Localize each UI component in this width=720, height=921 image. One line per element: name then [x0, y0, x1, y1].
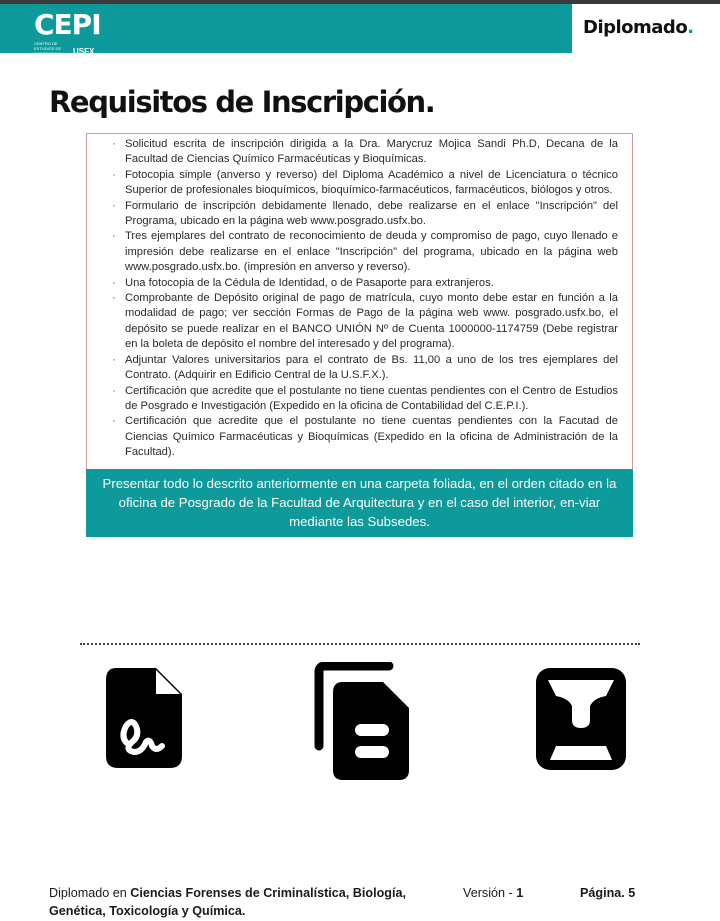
dotted-divider: [80, 643, 640, 645]
requirement-item: · Fotocopia simple (anverso y reverso) del Diploma Académico a nivel de Licenciatura o técnico Superior de profesionales bioquímicos, bioquímico-farmacéuticos, farmacéuticos, biólogos y otros.: [125, 168, 618, 199]
header-bar: [0, 4, 572, 61]
doc-type-dot: .: [687, 17, 694, 38]
requirement-item: · Formulario de inscripción debidamente llenado, debe realizarse en el enlace "Inscripción" del Programa, ubicado en la página web www.posgrado.usfx.bo.: [125, 199, 618, 230]
footer-version: [463, 884, 523, 902]
version-label: Versión -: [463, 886, 513, 900]
cepi-logo: [34, 8, 144, 61]
requirements-section: [86, 133, 633, 537]
copy-documents-icon: [313, 662, 409, 780]
requirements-box: [86, 133, 633, 469]
footer-page: [580, 884, 635, 902]
requirement-item: · Certificación que acredite que el postulante no tiene cuentas pendientes con la Facutad de Ciencias Químico Farmacéuticas y Bioquímicas (Expedido en la oficina de Administración de la Facultad).: [125, 414, 618, 460]
doc-type-text: Diplomado: [583, 17, 688, 38]
document-type-label: [583, 17, 694, 39]
requirements-list: [125, 137, 618, 461]
version-number: 1: [516, 886, 524, 900]
logo-org: USFX: [73, 46, 95, 56]
requirement-item: · Solicitud escrita de inscripción dirigida a la Dra. Marycruz Mojica Sandi Ph.D, Decana de la Facultad de Ciencias Químico Farmacéuticas y Bioquímicas.: [125, 137, 618, 168]
logo-text: CEPI: [34, 8, 101, 41]
page-number: 5: [628, 886, 636, 900]
page-title: Requisitos de Inscripción.: [49, 85, 435, 119]
requirement-item: · Tres ejemplares del contrato de reconocimiento de deuda y compromiso de pago, cuyo llenado e impresión debe realizarse en el enlace "Inscripción" del programa, ubicado en la página web www.posgrado.usfx.bo. (impresión en anverso y reverso).: [125, 229, 618, 275]
footer-program-prefix: Diplomado en: [49, 886, 127, 900]
requirement-item: · Comprobante de Depósito original de pago de matrícula, cuyo monto debe estar en función a la modalidad de pago; ver sección Formas de Pago de la página web www. posgrado.usfx.bo, el depósito se puede realizar en el BANCO UNIÓN Nº de Cuenta 1000000-1174759 (Debe registrar en la boleta de depósito el nombre del interesado y del programa).: [125, 291, 618, 353]
hourglass-icon: [536, 668, 626, 770]
footer-program-name: Ciencias Forenses de Criminalística, Biología, Genética, Toxicología y Química.: [49, 886, 406, 918]
signed-document-icon: [106, 668, 182, 768]
requirement-item: · Certificación que acredite que el postulante no tiene cuentas pendientes con el Centro de Estudios de Posgrado e Investigación (Expedido en la oficina de Contabilidad del C.E.P.I.).: [125, 384, 618, 415]
footer-program: [49, 884, 439, 920]
logo-subtitle-row: [34, 41, 94, 61]
page-label: Página.: [580, 886, 625, 900]
requirement-item: · Una fotocopia de la Cédula de Identidad, o de Pasaporte para extranjeros.: [125, 276, 618, 291]
logo-subtitle: CENTRO DE ESTUDIOS DE POSGRADO E INVESTIGACIÓN: [34, 41, 66, 61]
requirement-item: · Adjuntar Valores universitarios para el contrato de Bs. 11,00 a uno de los tres ejemplares del Contrato. (Adquirir en Edificio Central de la U.S.F.X.).: [125, 353, 618, 384]
submission-note: Presentar todo lo descrito anteriormente en una carpeta foliada, en el orden citado en la oficina de Posgrado de la Facultad de Arquitectura y en el caso del interior, en-viar mediante las Subsedes.: [86, 469, 633, 537]
